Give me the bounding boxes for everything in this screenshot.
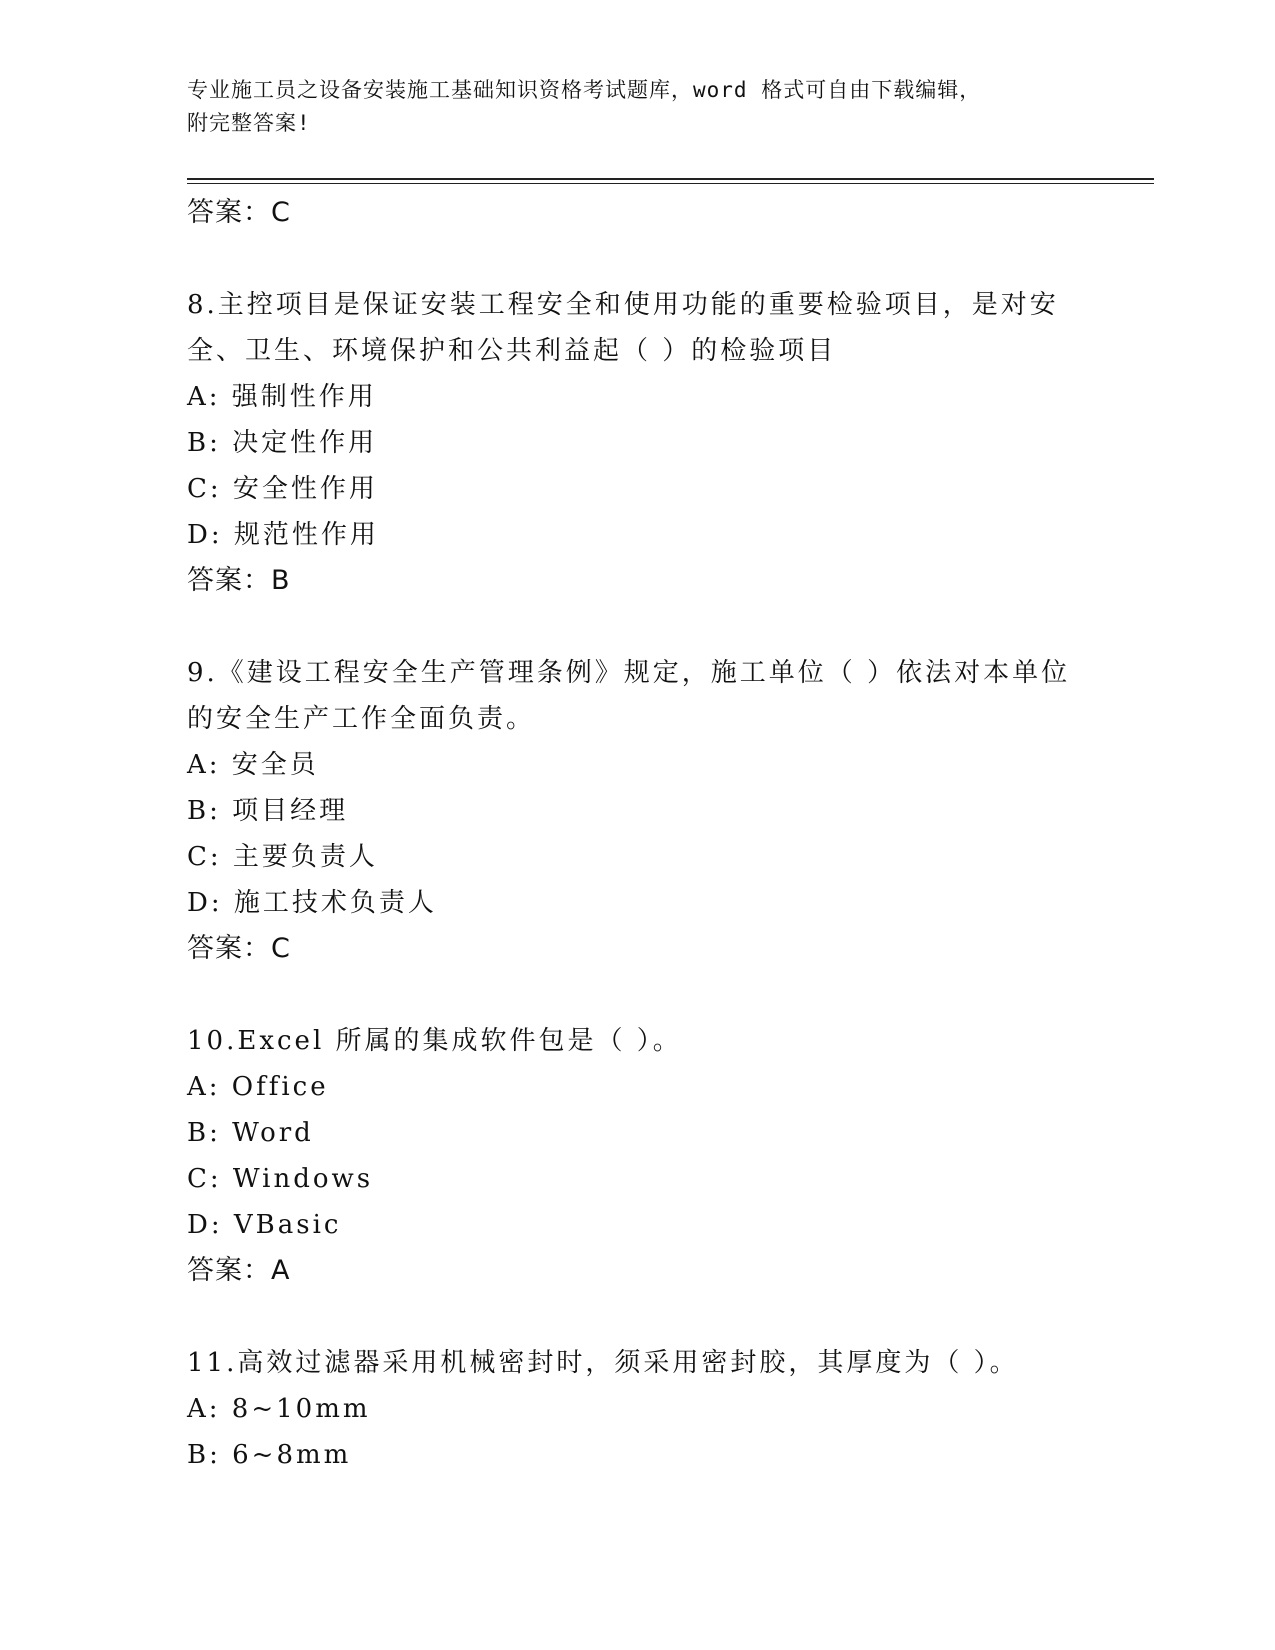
option-a: A: 安全员 [187, 750, 319, 780]
question-text: 的安全生产工作全面负责。 [187, 704, 536, 734]
header-line-1: 专业施工员之设备安装施工基础知识资格考试题库，word 格式可自由下载编辑， [187, 78, 982, 102]
question-10 [187, 1018, 1087, 1294]
option-b: B: 项目经理 [187, 796, 349, 826]
question-text: 10.Excel 所属的集成软件包是（ ）。 [187, 1026, 682, 1056]
header-divider-thick [187, 178, 1154, 180]
question-8 [187, 282, 1087, 604]
option-b: B: 6~8mm [187, 1440, 352, 1470]
header-line-2: 附完整答案! [187, 111, 311, 135]
option-b: B: 决定性作用 [187, 428, 378, 458]
option-b: B: Word [187, 1118, 314, 1148]
question-text: 9.《建设工程安全生产管理条例》规定，施工单位（ ）依法对本单位 [187, 658, 1071, 688]
option-c: C: Windows [187, 1164, 374, 1194]
question-text: 8.主控项目是保证安装工程安全和使用功能的重要检验项目，是对安 [187, 290, 1059, 320]
option-a: A: Office [187, 1072, 329, 1102]
option-d: D: 施工技术负责人 [187, 888, 437, 918]
option-a: A: 强制性作用 [187, 382, 377, 412]
document-header [187, 74, 1087, 140]
option-d: D: VBasic [187, 1210, 342, 1240]
header-divider-thin [187, 183, 1154, 184]
question-text: 11.高效过滤器采用机械密封时，须采用密封胶，其厚度为（ ）。 [187, 1348, 1019, 1378]
question-11 [187, 1340, 1087, 1478]
question-9 [187, 650, 1087, 972]
answer: 答案：B [187, 565, 291, 596]
question-list [187, 190, 1087, 1478]
option-a: A: 8~10mm [187, 1394, 371, 1424]
option-c: C: 主要负责人 [187, 842, 378, 872]
option-c: C: 安全性作用 [187, 474, 378, 504]
answer: 答案：A [187, 1255, 291, 1286]
answer: 答案：C [187, 933, 291, 964]
question-text: 全、卫生、环境保护和公共利益起（ ）的检验项目 [187, 336, 837, 366]
option-d: D: 规范性作用 [187, 520, 379, 550]
previous-answer: 答案：C [187, 197, 291, 228]
